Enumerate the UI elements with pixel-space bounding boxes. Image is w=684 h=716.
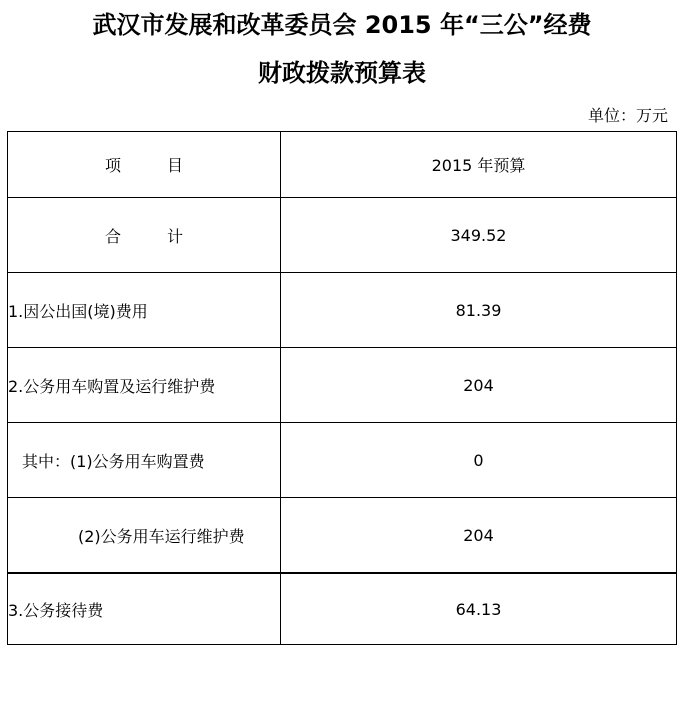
row-value-vehicle-purchase: 0 <box>281 423 677 498</box>
row-label-vehicles: 2.公务用车购置及运行维护费 <box>8 348 281 423</box>
row-value-overseas: 81.39 <box>281 273 677 348</box>
header-item-char-a: 项 <box>104 156 121 175</box>
header-budget-cell: 2015 年预算 <box>281 132 677 198</box>
total-label-char-b: 计 <box>167 226 184 246</box>
total-row <box>8 198 677 273</box>
row-label-overseas: 1.因公出国(境)费用 <box>8 273 281 348</box>
table-header-row <box>8 132 677 198</box>
row-label-vehicle-purchase: 其中：(1)公务用车购置费 <box>8 423 281 498</box>
unit-label: 单位：万元 <box>587 106 668 125</box>
row-label-reception: 3.公务接待费 <box>8 573 281 645</box>
table-row <box>8 273 677 348</box>
table-row <box>8 498 677 574</box>
page-title-line-2: 财政拨款预算表 <box>258 59 426 87</box>
row-value-vehicles: 204 <box>281 348 677 423</box>
total-label-char-a: 合 <box>104 226 121 246</box>
total-label-cell <box>8 198 281 273</box>
table-row <box>8 573 677 645</box>
page-title-line-1: 武汉市发展和改革委员会 2015 年“三公”经费 <box>92 11 592 39</box>
header-item-char-b: 目 <box>167 156 184 175</box>
budget-table <box>7 131 677 645</box>
total-value-cell: 349.52 <box>281 198 677 273</box>
row-value-reception: 64.13 <box>281 573 677 645</box>
table-row <box>8 423 677 498</box>
row-value-vehicle-operation: 204 <box>281 498 677 574</box>
table-row <box>8 348 677 423</box>
row-label-vehicle-operation: (2)公务用车运行维护费 <box>8 498 281 574</box>
header-item-cell <box>8 132 281 198</box>
